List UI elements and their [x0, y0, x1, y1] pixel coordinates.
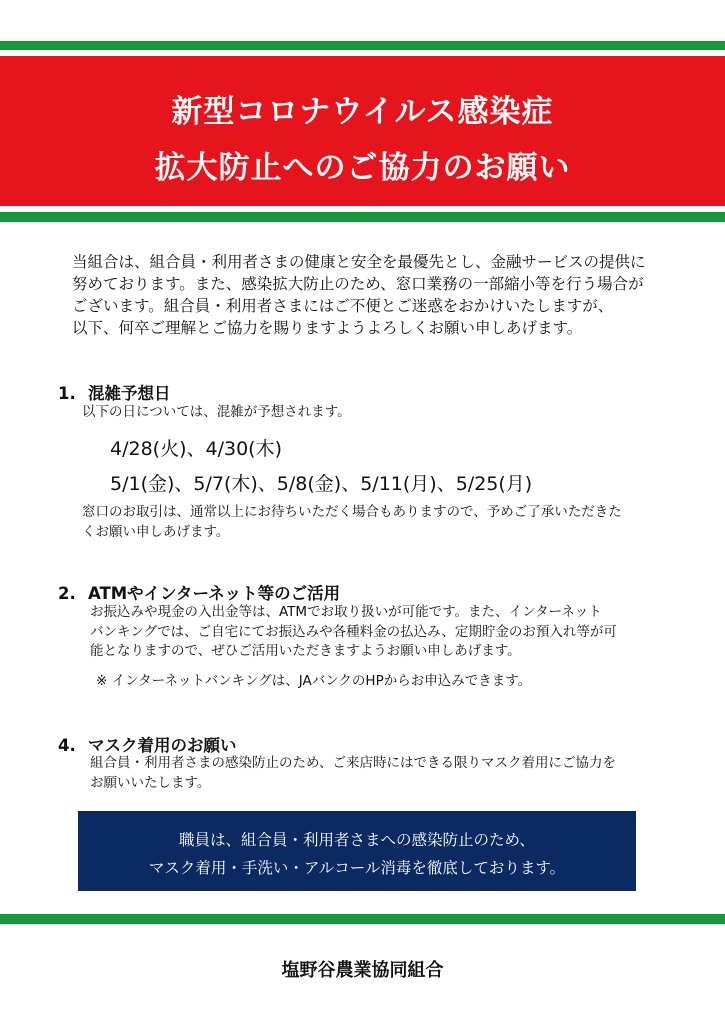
- section-2-heading: [58, 580, 340, 604]
- congestion-dates-line-2: 5/1(金)、5/7(木)、5/8(金)、5/11(月)、5/25(月): [110, 473, 533, 495]
- section-2-note: [96, 672, 686, 692]
- intro-line: 以下、何卒ご理解とご協力を賜りますようよろしくお願い申しあげます。: [72, 319, 583, 337]
- staff-notice-box: [78, 811, 636, 891]
- section-2-body-line: 能となりますので、ぜひご活用いただきますようお願い申しあげます。: [90, 643, 521, 659]
- intro-line: 努めております。また、感染拡大防止のため、窓口業務の一部縮小等を行う場合が: [72, 275, 644, 293]
- intro-line: ございます。組合員・利用者さまにはご不便とご迷惑をおかけいたしますが、: [72, 297, 614, 315]
- section-4-number: 4.: [58, 736, 76, 755]
- section-1-lead-text: 以下の日については、混雑が予想されます。: [82, 404, 351, 420]
- section-1-note-line: くお願い申しあげます。: [82, 523, 230, 540]
- section-2-body-line: バンキングでは、ご自宅にてお振込みや各種料金の払込み、定期貯金のお預入れ等が可: [90, 623, 617, 640]
- section-1-lead: [82, 403, 672, 423]
- section-1-note: [82, 503, 672, 542]
- header-bottom-green-stripe: [0, 212, 725, 222]
- section-2-body: [90, 603, 680, 662]
- section-4-body-line: お願いいたします。: [90, 774, 211, 791]
- top-green-stripe: [0, 41, 725, 50]
- section-4-title: マスク着用のお願い: [88, 736, 237, 755]
- page-title-line-2: 拡大防止へのご協力のお願い: [154, 150, 571, 186]
- section-1-note-line: 窓口のお取引は、通常以上にお待ちいただく場合もありますので、予めご了承いただきた: [82, 504, 622, 520]
- section-4-heading: [58, 732, 237, 756]
- section-1-title: 混雑予想日: [88, 384, 171, 403]
- section-2-number: 2.: [58, 584, 76, 603]
- section-4-body: [90, 754, 680, 793]
- bottom-green-stripe: [0, 914, 725, 924]
- intro-line: 当組合は、組合員・利用者さまの健康と安全を最優先とし、金融サービスの提供に: [72, 253, 646, 271]
- section-1-number: 1.: [58, 384, 76, 403]
- section-2-body-line: お振込みや現金の入出金等は、ATMでお取り扱いが可能です。また、インターネット: [90, 604, 602, 620]
- section-2-title: ATMやインターネット等のご活用: [88, 584, 341, 603]
- section-2-note-text: ※ インターネットバンキングは、JAバンクのHPからお申込みできます。: [96, 673, 532, 689]
- organization-name: 塩野谷農業協同組合: [281, 960, 444, 981]
- page-title-line-1: 新型コロナウイルス感染症: [171, 94, 554, 130]
- section-4-body-line: 組合員・利用者さまの感染防止のため、ご来店時にはできる限りマスク着用にご協力を: [90, 755, 616, 771]
- section-1-heading: [58, 380, 171, 404]
- congestion-dates-line-1: 4/28(火)、4/30(木): [110, 438, 282, 460]
- staff-notice-line-1: 職員は、組合員・利用者さまへの感染防止のため、: [179, 831, 535, 849]
- intro-paragraph: [72, 251, 672, 339]
- staff-notice-line-2: マスク着用・手洗い・アルコール消毒を徹底しております。: [148, 859, 566, 877]
